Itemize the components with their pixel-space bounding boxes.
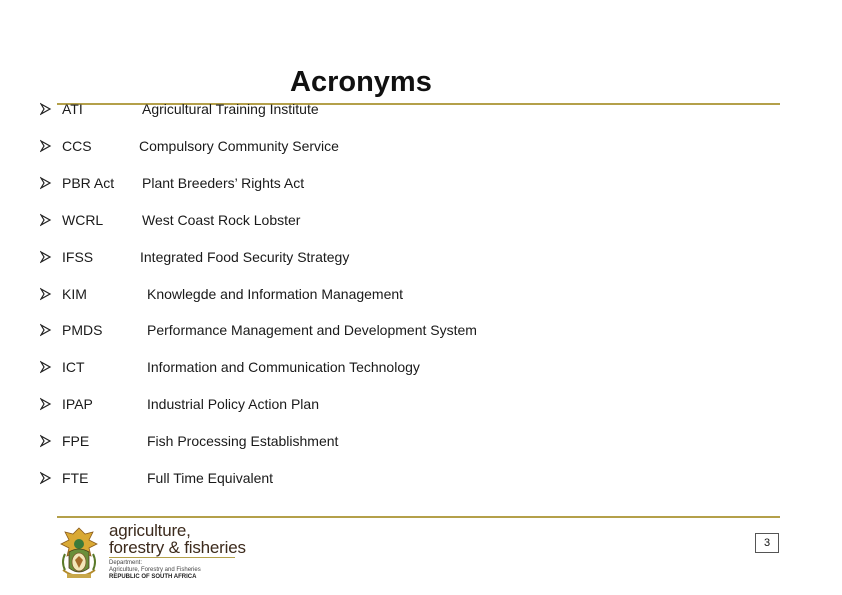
acronym-abbr: CCS — [62, 138, 92, 154]
acronym-row — [0, 212, 842, 232]
acronym-description: Performance Management and Development System — [147, 322, 477, 338]
acronym-abbr: ATI — [62, 101, 83, 117]
acronym-row — [0, 249, 842, 269]
acronym-abbr: WCRL — [62, 212, 104, 228]
footer-divider — [57, 516, 780, 518]
arrow-bullet-icon — [40, 433, 52, 449]
acronym-row — [0, 101, 842, 121]
acronym-row — [0, 359, 842, 379]
arrow-bullet-icon — [40, 359, 52, 375]
page-number: 3 — [755, 533, 779, 553]
acronym-row — [0, 322, 842, 342]
arrow-bullet-icon — [40, 212, 52, 228]
logo-divider — [109, 557, 235, 558]
acronym-description: West Coast Rock Lobster — [142, 212, 301, 228]
acronym-row — [0, 433, 842, 453]
acronym-description: Industrial Policy Action Plan — [147, 396, 319, 412]
arrow-bullet-icon — [40, 322, 52, 338]
acronym-description: Plant Breeders’ Rights Act — [142, 175, 305, 191]
acronym-description: Information and Communication Technology — [147, 359, 420, 375]
acronym-abbr: FPE — [62, 433, 90, 449]
acronym-abbr: PBR Act — [62, 175, 115, 191]
acronym-abbr: KIM — [62, 286, 87, 302]
logo-line1: agriculture, — [109, 521, 191, 540]
logo-sub2: Agriculture, Forestry and Fisheries — [109, 567, 201, 573]
acronym-abbr: IFSS — [62, 249, 94, 265]
acronym-abbr: PMDS — [62, 322, 103, 338]
acronym-description: Compulsory Community Service — [139, 138, 339, 154]
acronym-row — [0, 175, 842, 195]
coat-of-arms-icon — [55, 522, 103, 584]
acronym-abbr: FTE — [62, 470, 89, 486]
acronym-description: Knowlegde and Information Management — [147, 286, 404, 302]
logo-sub1: Department: — [109, 560, 143, 566]
acronym-row — [0, 396, 842, 416]
acronym-description: Fish Processing Establishment — [147, 433, 339, 449]
arrow-bullet-icon — [40, 249, 52, 265]
acronym-abbr: IPAP — [62, 396, 93, 412]
arrow-bullet-icon — [40, 138, 52, 154]
arrow-bullet-icon — [40, 286, 52, 302]
logo-sub3: REPUBLIC OF SOUTH AFRICA — [109, 574, 197, 580]
arrow-bullet-icon — [40, 175, 52, 191]
acronym-description: Full Time Equivalent — [147, 470, 274, 486]
acronym-description: Agricultural Training Institute — [142, 101, 319, 117]
acronym-description: Integrated Food Security Strategy — [140, 249, 350, 265]
slide-title: Acronyms — [290, 66, 432, 98]
logo-line2: forestry & fisheries — [109, 538, 246, 557]
acronym-row — [0, 286, 842, 306]
acronym-row — [0, 138, 842, 158]
arrow-bullet-icon — [40, 396, 52, 412]
department-logo — [55, 522, 255, 588]
acronym-abbr: ICT — [62, 359, 85, 375]
arrow-bullet-icon — [40, 470, 52, 486]
arrow-bullet-icon — [40, 101, 52, 117]
acronym-row — [0, 470, 842, 490]
